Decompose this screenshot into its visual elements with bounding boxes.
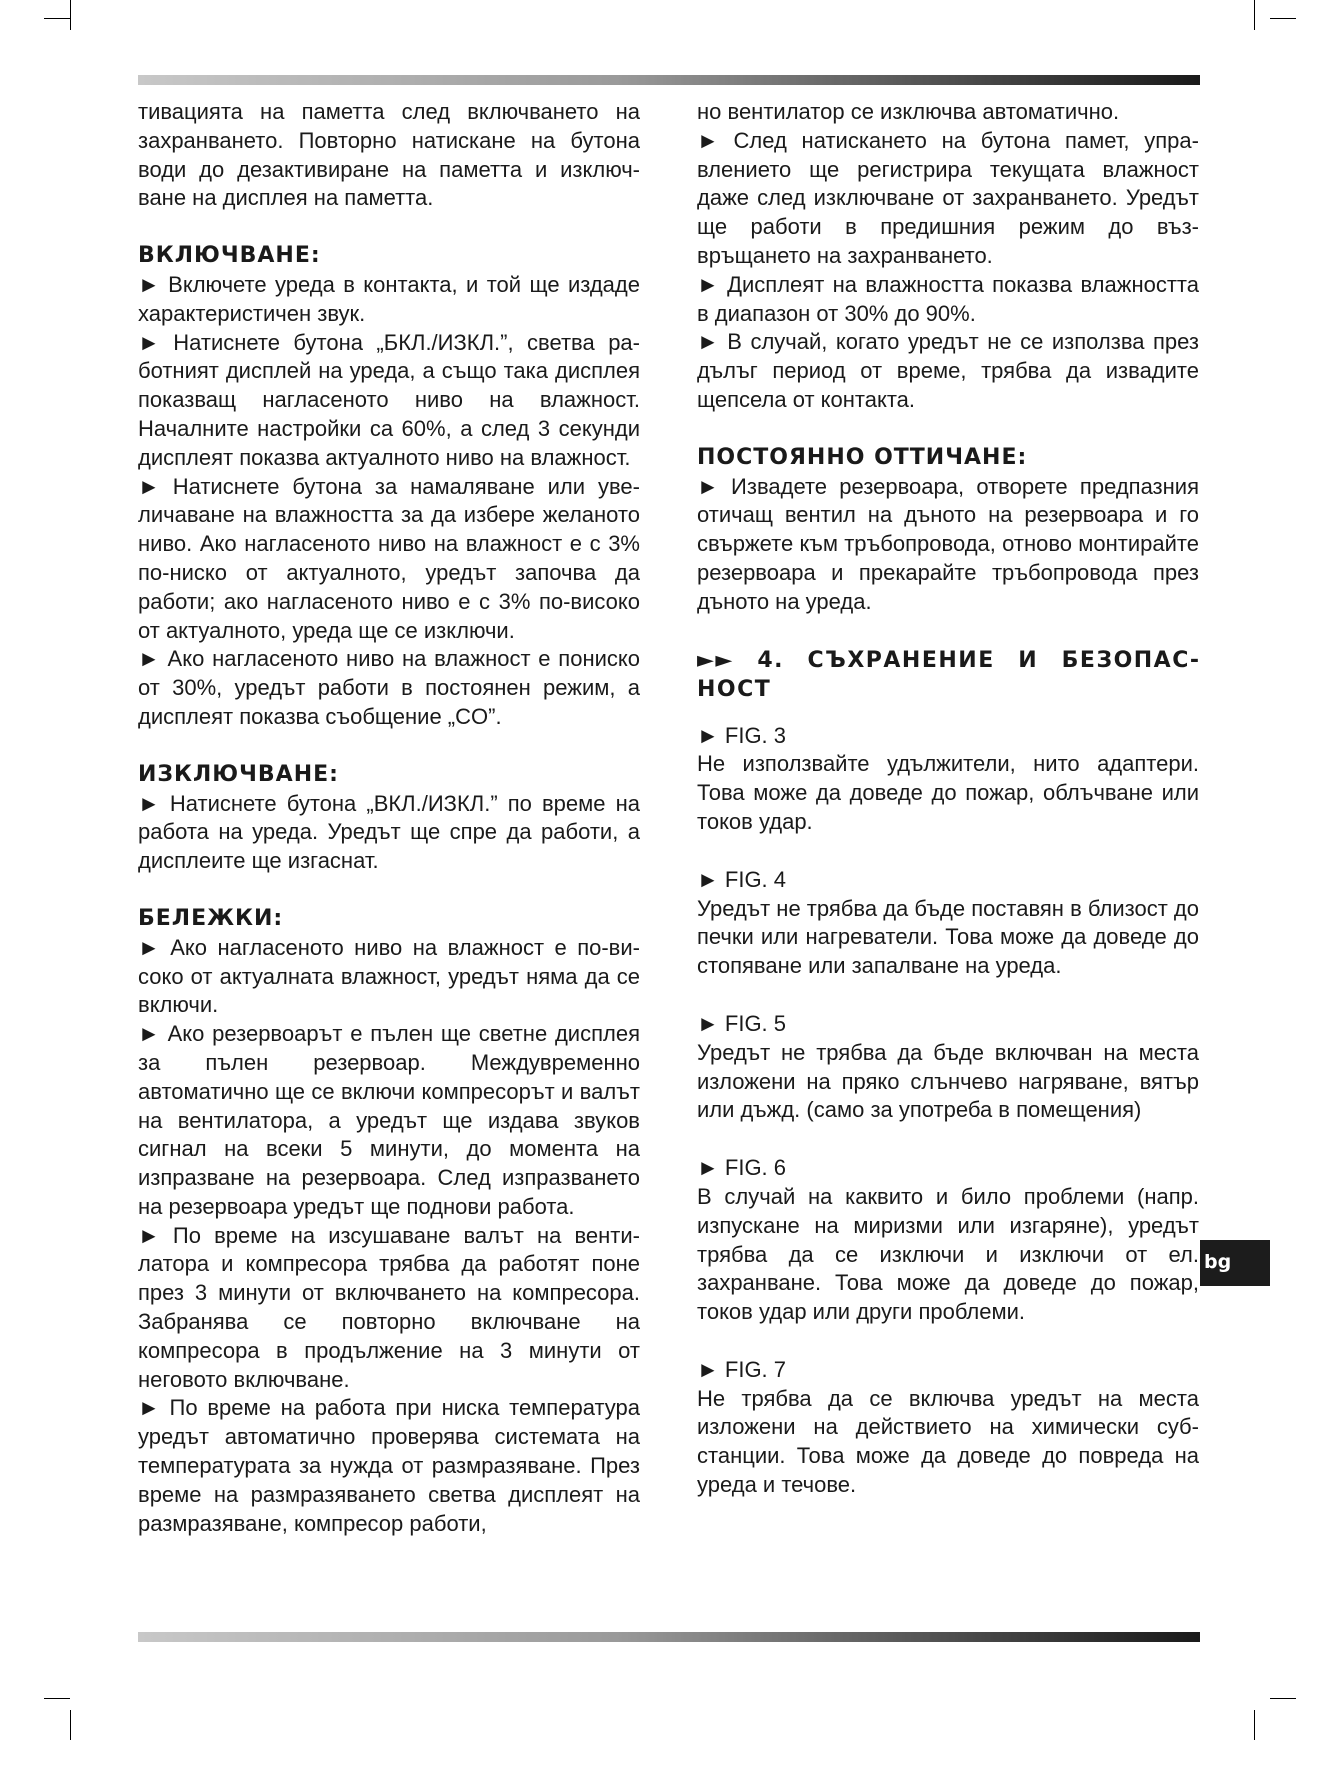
notes-item: ► Ако нагласеното ниво на влажност е по-високо от актуалната влажност, уредът няма да се включи. (138, 934, 640, 1018)
notes-item: ► Ако резервоарът е пълен ще светне дисплея за пълен резервоар. Междувременно автоматично ще се включи компресорът и валът на вентилатора, а уредът ще издава звуков сигнал на всеки 5 минути, до момента на изпразване на резервоара. След изпразването на резервоара уредът ще поднови работа. (138, 1021, 640, 1219)
bottom-rule (138, 1632, 1200, 1642)
crop-mark (70, 1710, 71, 1740)
notes-item: ► Дисплеят на влажността показва влажността в диапазон от 30% до 90%. (697, 271, 1199, 326)
figure-text: Уредът не трябва да бъде включван на места изложени на пряко слънчево нагряване, вятър или дъжд. (само за употреба в помещения) (697, 1039, 1199, 1123)
language-tab: bg (1200, 1240, 1270, 1286)
figure-label: ► FIG. 3 (697, 722, 787, 748)
figure-label: ► FIG. 7 (697, 1356, 787, 1382)
top-rule (138, 75, 1200, 85)
figure-text: Уредът не трябва да бъде поставян в близост до печки или нагреватели. Това може да доведе до стопяване или запалване на уреда. (697, 895, 1199, 979)
crop-mark (1270, 18, 1296, 19)
figure-label: ► FIG. 5 (697, 1010, 787, 1036)
switch-on-item: ► Натиснете бутона за намаляване или увеличаване на влажността за да избере желаното ниво. Ако нагласеното ниво на влажност е с 3% по-ниско от актуалното, уредът започва да работи; ако нагласеното ниво е с 3% по-високо от актуалното, уреда ще се изключи. (138, 473, 640, 643)
switch-off-heading: ИЗКЛЮЧВАНЕ: (138, 761, 339, 787)
figure-text: В случай на каквито и било проблеми (напр. изпускане на миризми или изгаряне), уредът трябва да се изключи и изключи от ел. захранване. Това може да доведе до пожар, токов удар или други проблеми. (697, 1183, 1199, 1325)
notes-item: ► В случай, когато уредът не се използва през дълъг период от време, трябва да извадите щепсела от контакта. (697, 329, 1199, 412)
switch-on-item: ► Ако нагласеното ниво на влажност е пониско от 30%, уредът работи в постоянен режим, а дисплеят показва съобщение „CO”. (138, 646, 640, 729)
switch-on-item: ► Включете уреда в контакта, и той ще издаде характеристичен звук. (138, 271, 640, 326)
switch-off-item: ► Натиснете бутона „ВКЛ./ИЗКЛ.” по време на работа на уреда. Уредът ще спре да работи, а дисплеите ще изгаснат. (138, 790, 640, 874)
drain-item: ► Извадете резервоара, отворете предпазния отичащ вентил на дъното на резервоара и го свържете към тръбопровода, отново монтирайте резервоара и прекарайте тръбопровода през дъното на уреда. (697, 473, 1199, 614)
notes-item: ► По време на изсушаване валът на вентилатора и компресора трябва да работят поне през 3 минути от включването на компресора. Забранява се повторно включване на компресора в продължение на 3 минути от неговото включване. (138, 1222, 640, 1392)
crop-mark (44, 18, 70, 19)
crop-mark (1270, 1698, 1296, 1699)
crop-mark (1254, 0, 1255, 30)
continuation-paragraph: но вентилатор се изключва автоматично. (697, 99, 1120, 124)
figure-label: ► FIG. 4 (697, 866, 787, 892)
crop-mark (70, 0, 71, 30)
figure-text: Не трябва да се включва уредът на места изложени на действието на химически субстанции. Това може да доведе до повреда на уреда и течове. (697, 1385, 1199, 1498)
crop-mark (1254, 1710, 1255, 1740)
notes-heading: БЕЛЕЖКИ: (138, 905, 284, 931)
storage-safety-heading: ►► 4. СЪХРАНЕНИЕ И БЕЗОПАСНОСТ (697, 647, 1199, 702)
crop-mark (44, 1698, 70, 1699)
right-column (697, 98, 1199, 1500)
left-column (138, 98, 640, 1538)
switch-on-heading: ВКЛЮЧВАНЕ: (138, 243, 321, 269)
figure-label: ► FIG. 6 (697, 1155, 787, 1181)
switch-on-item: ► Натиснете бутона „БКЛ./ИЗКЛ.”, светва работният дисплей на уреда, а също така дисплея показващ нагласеното ниво на влажност. Началните настройки са 60%, а след 3 секунди дисплеят показва актуалното ниво на влажност. (138, 329, 640, 470)
figure-text: Не използвайте удължители, нито адаптери. Това може да доведе до пожар, облъчване или токов удар. (697, 751, 1199, 834)
drain-heading: ПОСТОЯННО ОТТИЧАНЕ: (697, 444, 1028, 470)
intro-paragraph: тивацията на паметта след включването на захранването. Повторно натискане на бутона води до дезактивиране на паметта и изключване на дисплея на паметта. (138, 99, 640, 211)
notes-item: ► След натискането на бутона памет, управлението ще регистрира текущата влажност даже след изключване от захранването. Уредът ще работи в предишния режим до възвръщането на захранването. (697, 127, 1199, 268)
notes-item: ► По време на работа при ниска температура уредът автоматично проверява системата на температурата за нужда от размразяване. През време на размразяването светва дисплеят на размразяване, компресор работи, (138, 1395, 640, 1536)
